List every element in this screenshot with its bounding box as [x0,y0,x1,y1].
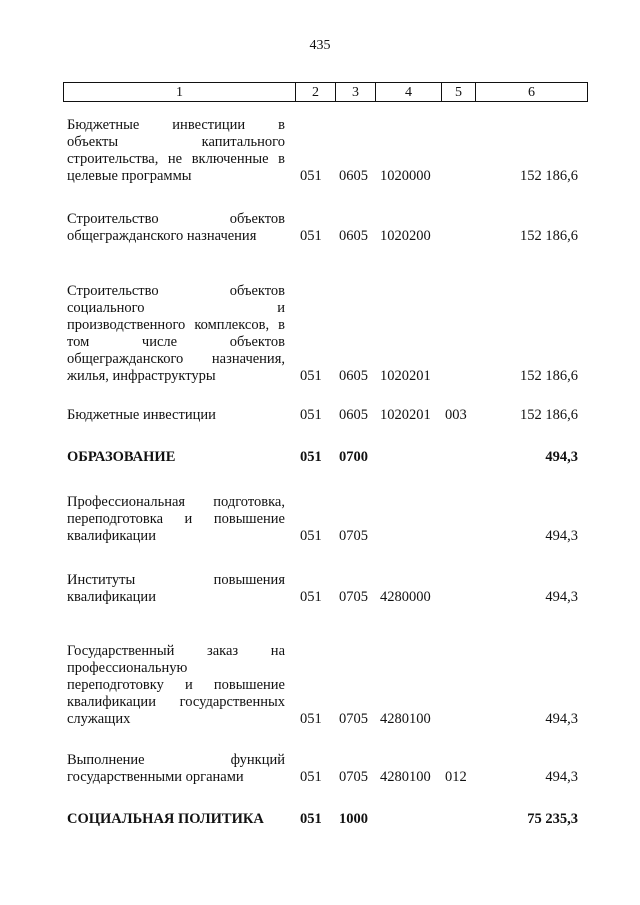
cell-c2: 051 [300,528,322,544]
cell-c3: 0605 [339,228,368,244]
page-number: 435 [309,38,331,53]
header-col-4: 4 [375,83,441,101]
cell-c2: 051 [300,711,322,727]
row-name-line: объекты капитального [67,134,285,150]
row-name-line: квалификации [67,589,156,605]
cell-c3: 0705 [339,769,368,785]
header-col-5: 5 [441,83,475,101]
row-name-line: ОБРАЗОВАНИЕ [67,449,176,465]
cell-c3: 0700 [339,449,368,465]
row-name-line: государственными органами [67,769,244,785]
cell-c2: 051 [300,407,322,423]
row-name-line: Профессиональная подготовка, [67,494,285,510]
cell-c3: 0705 [339,711,368,727]
cell-c4: 1020200 [380,228,431,244]
row-name-line: строительства, не включенные в [67,151,285,167]
cell-c3: 1000 [339,811,368,827]
cell-c3: 0605 [339,168,368,184]
header-col-6: 6 [475,83,587,101]
cell-c6: 494,3 [545,528,578,544]
cell-c2: 051 [300,769,322,785]
cell-c5: 012 [445,769,467,785]
row-name-line: СОЦИАЛЬНАЯ ПОЛИТИКА [67,811,264,827]
cell-c4: 1020201 [380,407,431,423]
row-name-line: Выполнение функций [67,752,285,768]
header-col-2: 2 [295,83,335,101]
cell-c2: 051 [300,168,322,184]
cell-c2: 051 [300,228,322,244]
cell-c3: 0705 [339,528,368,544]
row-name-line: общегражданского назначения, [67,351,285,367]
cell-c3: 0605 [339,368,368,384]
cell-c6: 152 186,6 [520,407,578,423]
cell-c2: 051 [300,449,322,465]
row-name-line: социального и [67,300,285,316]
cell-c3: 0705 [339,589,368,605]
table-header [63,82,588,102]
row-name-line: Государственный заказ на [67,643,285,659]
cell-c4: 1020000 [380,168,431,184]
cell-c2: 051 [300,811,322,827]
row-name-line: служащих [67,711,131,727]
row-name-line: целевые программы [67,168,192,184]
row-name-line: переподготовка и повышение [67,511,285,527]
row-name-line: Бюджетные инвестиции в [67,117,285,133]
header-col-3: 3 [335,83,375,101]
header-col-1: 1 [176,85,183,100]
row-name-line: том числе объектов [67,334,285,350]
cell-c6: 494,3 [545,589,578,605]
row-name-line: квалификации [67,528,156,544]
cell-c6: 494,3 [545,769,578,785]
cell-c6: 152 186,6 [520,368,578,384]
row-name-line: Строительство объектов [67,211,285,227]
cell-c4: 4280100 [380,769,431,785]
row-name [67,811,285,828]
cell-c6: 152 186,6 [520,228,578,244]
cell-c4: 4280100 [380,711,431,727]
cell-c4: 1020201 [380,368,431,384]
row-name [67,494,285,545]
row-name-line: производственного комплексов, в [67,317,285,333]
row-name [67,117,285,185]
row-name [67,449,285,466]
cell-c6: 75 235,3 [527,811,578,827]
row-name-line: жилья, инфраструктуры [67,368,216,384]
row-name [67,572,285,606]
row-name [67,211,285,245]
row-name-line: Институты повышения [67,572,285,588]
cell-c2: 051 [300,368,322,384]
cell-c6: 494,3 [545,449,578,465]
row-name-line: Бюджетные инвестиции [67,407,216,423]
cell-c3: 0605 [339,407,368,423]
row-name [67,752,285,786]
cell-c6: 152 186,6 [520,168,578,184]
row-name-line: Строительство объектов [67,283,285,299]
row-name-line: квалификации государственных [67,694,285,710]
row-name-line: общегражданского назначения [67,228,257,244]
cell-c4: 4280000 [380,589,431,605]
cell-c2: 051 [300,589,322,605]
cell-c6: 494,3 [545,711,578,727]
row-name [67,407,285,424]
row-name [67,283,285,385]
cell-c5: 003 [445,407,467,423]
row-name [67,643,285,728]
row-name-line: профессиональную [67,660,188,676]
row-name-line: переподготовку и повышение [67,677,285,693]
